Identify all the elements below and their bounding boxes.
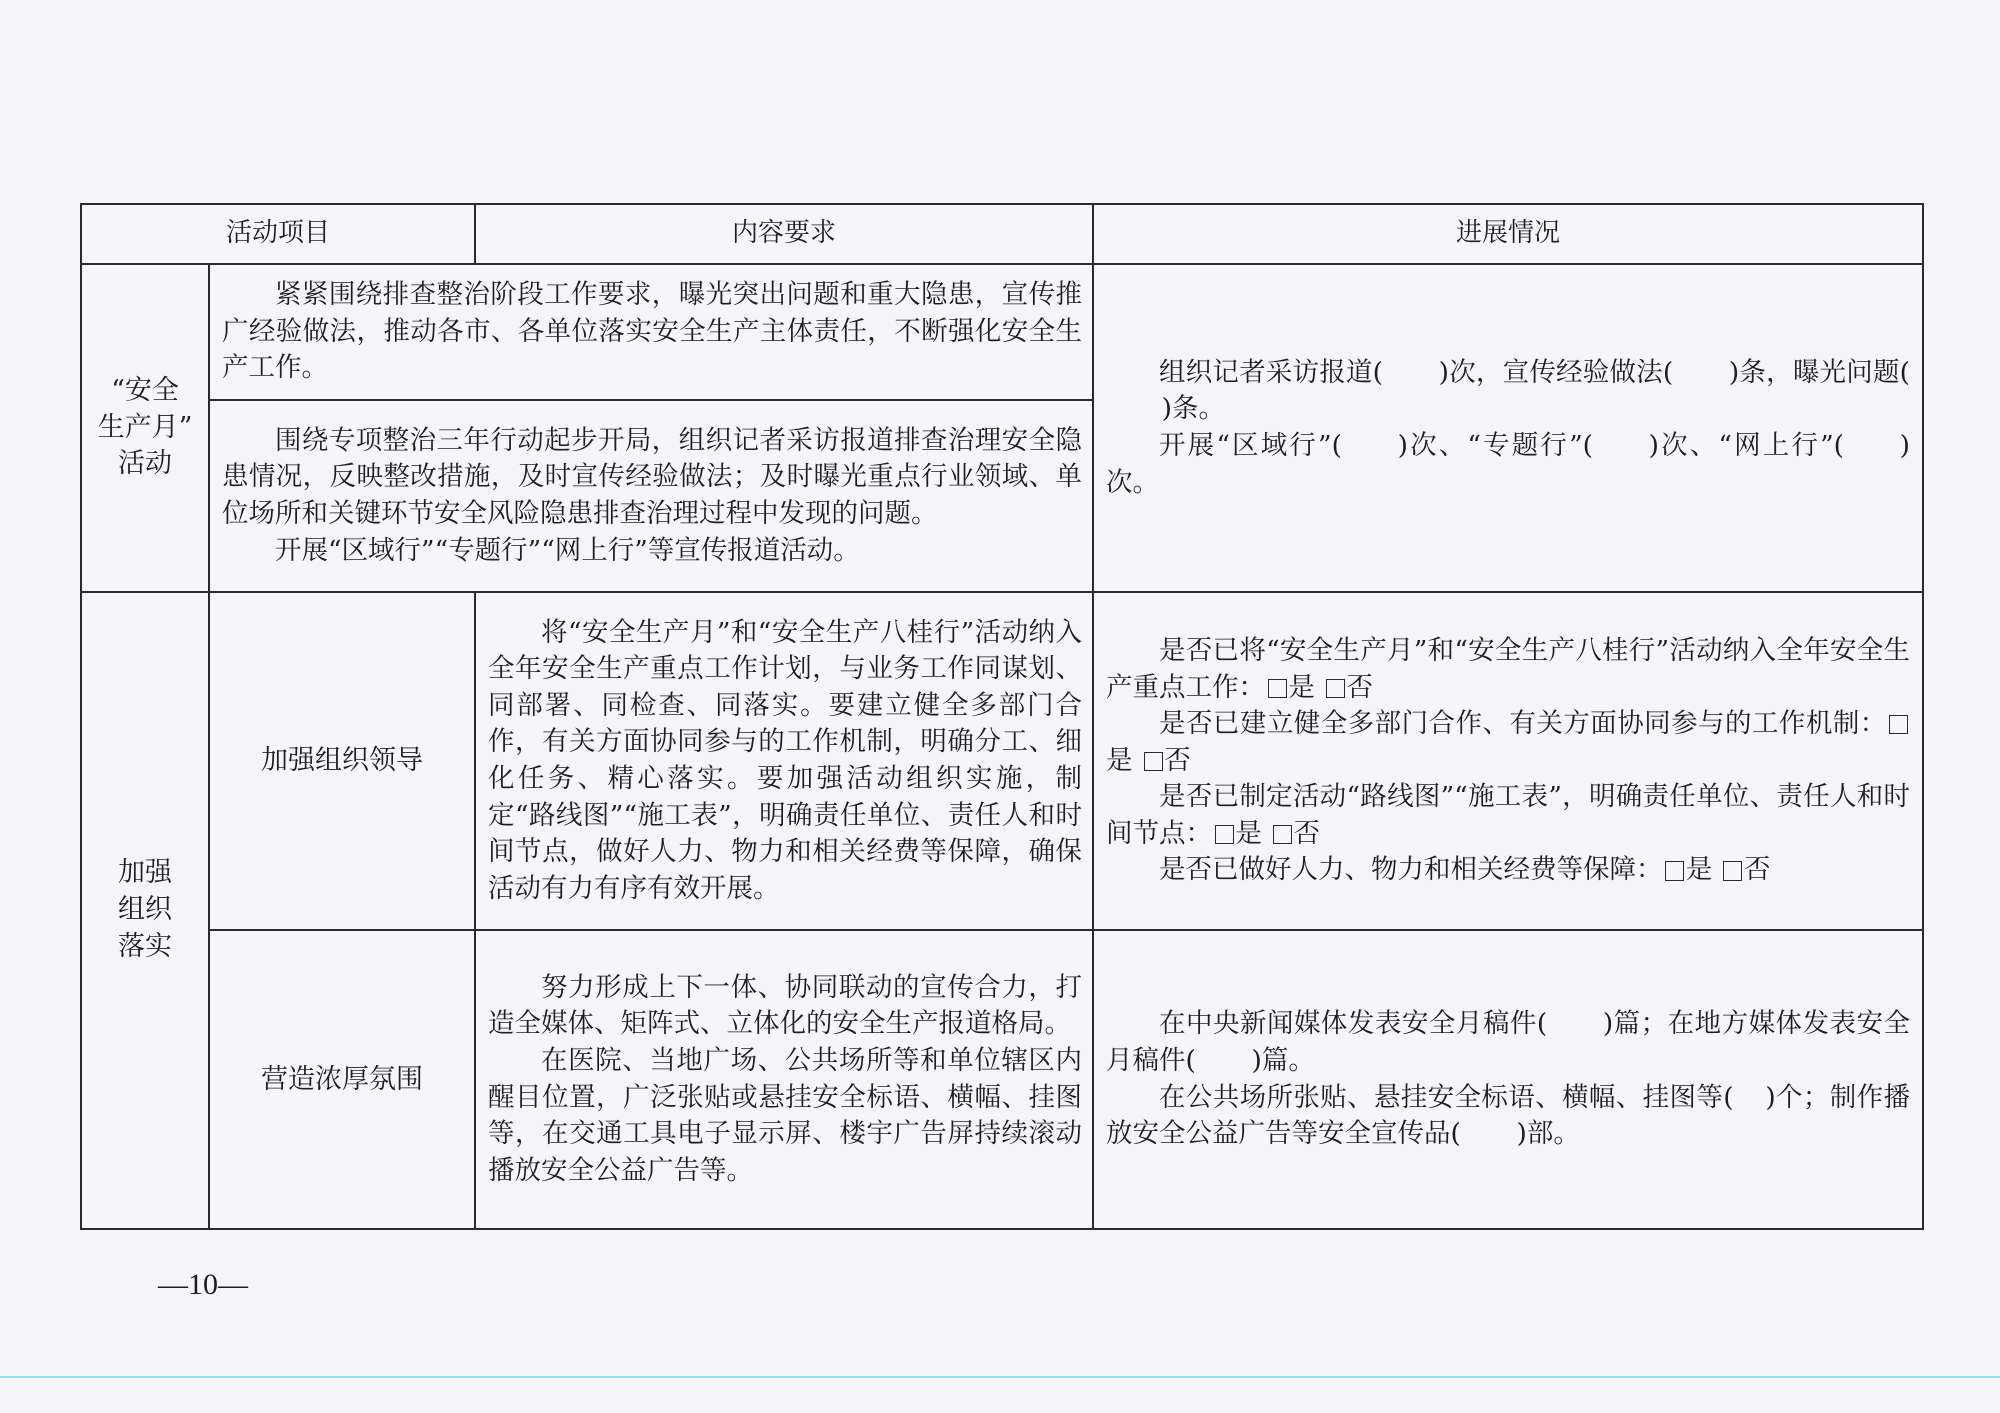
activity-table xyxy=(80,203,1924,1230)
progress-safety-month xyxy=(1093,264,1923,592)
table-header-row xyxy=(81,204,1923,264)
progress-atmosphere xyxy=(1093,930,1923,1229)
requirement-safety-month-2: 围绕专项整治三年行动起步开局，组织记者采访报道排查治理安全隐患情况，反映整改措施，及时宣传经验做法；及时曝光重点行业领域、单位场所和关键环节安全风险隐患排查治理过程中发现的问题。 开展“区域行”“专题行”“网上行”等宣传报道活动。 xyxy=(209,400,1093,592)
checkbox-no[interactable] xyxy=(1144,752,1163,771)
progress-question: 是否已制定活动“路线图”“施工表”，明确责任单位、责任人和时间节点： 是 否 xyxy=(1106,781,1911,849)
checkbox-no[interactable] xyxy=(1723,861,1742,880)
progress-question: 是否已建立健全多部门合作、有关方面协同参与的工作机制：是 否 xyxy=(1106,706,1910,779)
progress-leadership xyxy=(1093,592,1923,930)
progress-line: 在中央新闻媒体发表安全月稿件( )篇；在地方媒体发表安全月稿件( )篇。 xyxy=(1106,1008,1911,1076)
page-number: —10— xyxy=(158,1268,248,1301)
checkbox-no[interactable] xyxy=(1326,679,1345,698)
header-activity: 活动项目 xyxy=(81,204,475,264)
header-requirements: 内容要求 xyxy=(475,204,1093,264)
progress-line: 组织记者采访报道( )次，宣传经验做法( )条，曝光问题()条。 xyxy=(1159,356,1911,425)
checkbox-no[interactable] xyxy=(1273,825,1292,844)
item-leadership: 加强组织领导 xyxy=(209,592,475,930)
header-progress: 进展情况 xyxy=(1093,204,1923,264)
progress-question: 是否已将“安全生产月”和“安全生产八桂行”活动纳入全年安全生产重点工作： 是 否 xyxy=(1106,635,1911,703)
progress-line: 在公共场所张贴、悬挂安全标语、横幅、挂图等( )个；制作播放安全公益广告等安全宣传品( )部。 xyxy=(1106,1081,1911,1150)
checkbox-yes[interactable] xyxy=(1215,825,1234,844)
scan-edge-line xyxy=(0,1376,2000,1378)
checkbox-yes[interactable] xyxy=(1665,861,1684,880)
progress-question: 是否已做好人力、物力和相关经费等保障： 是 否 xyxy=(1159,854,1771,886)
checkbox-yes[interactable] xyxy=(1268,679,1287,698)
item-atmosphere: 营造浓厚氛围 xyxy=(209,930,475,1229)
category-organization: 加强 组织 落实 xyxy=(81,592,209,1229)
table-row xyxy=(81,592,1923,930)
category-safety-month: “安全 生产月” 活动 xyxy=(81,264,209,592)
progress-line: 开展“区域行”( )次、“专题行”( )次、“网上行”( )次。 xyxy=(1106,430,1910,498)
table-row xyxy=(81,930,1923,1229)
checkbox-yes[interactable] xyxy=(1889,715,1908,734)
requirement-atmosphere: 努力形成上下一体、协同联动的宣传合力，打造全媒体、矩阵式、立体化的安全生产报道格局。 在医院、当地广场、公共场所等和单位辖区内醒目位置，广泛张贴或悬挂安全标语、横幅、挂图等，在交通工具电子显示屏、楼宇广告屏持续滚动播放安全公益广告等。 xyxy=(475,930,1093,1229)
table-row xyxy=(81,264,1923,400)
requirement-safety-month-1: 紧紧围绕排查整治阶段工作要求，曝光突出问题和重大隐患，宣传推广经验做法，推动各市、各单位落实安全生产主体责任，不断强化安全生产工作。 xyxy=(209,264,1093,400)
requirement-leadership: 将“安全生产月”和“安全生产八桂行”活动纳入全年安全生产重点工作计划，与业务工作同谋划、同部署、同检查、同落实。要建立健全多部门合作，有关方面协同参与的工作机制，明确分工、细化任务、精心落实。要加强活动组织实施，制定“路线图”“施工表”，明确责任单位、责任人和时间节点，做好人力、物力和相关经费等保障，确保活动有力有序有效开展。 xyxy=(475,592,1093,930)
